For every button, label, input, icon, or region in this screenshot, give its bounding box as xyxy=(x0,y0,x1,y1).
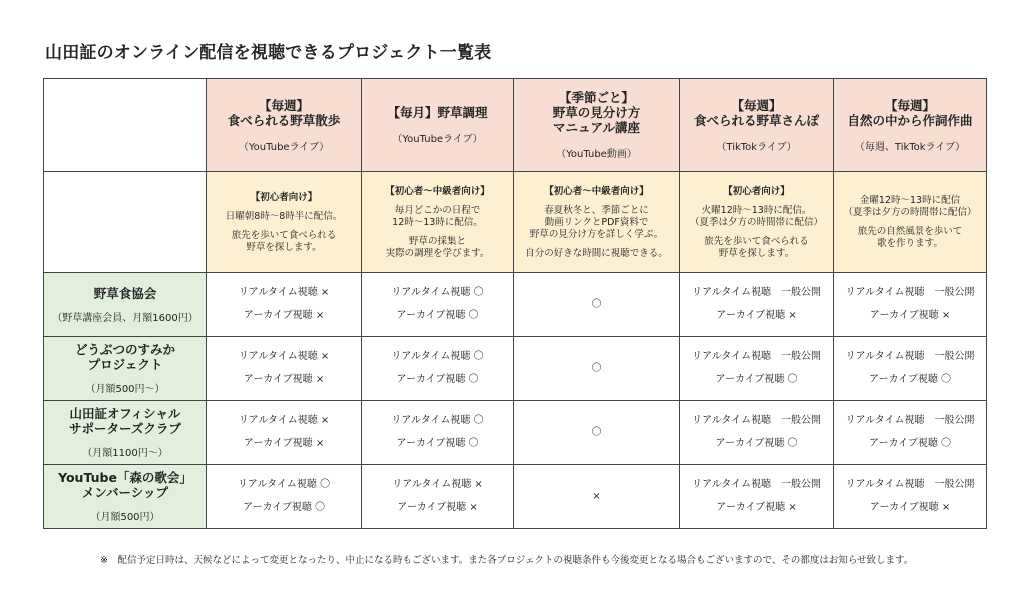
channel-price: （月額500円〜） xyxy=(85,384,165,395)
target-level: 【初心者向け】 xyxy=(723,185,790,197)
detail-text: 野草の採集と 実際の調理を学びます。 xyxy=(385,235,490,259)
access-cell: リアルタイム視聴 〇 アーカイブ視聴 〇 xyxy=(207,465,362,529)
project-header-row xyxy=(44,79,987,172)
schedule-text: 金曜12時〜13時に配信 （夏季は夕方の時間帯に配信） xyxy=(843,194,977,218)
project-platform: （毎週、TikTokライブ） xyxy=(854,141,966,153)
page-title: 山田証のオンライン配信を視聴できるプロジェクト一覧表 xyxy=(45,43,492,63)
target-level: 【初心者〜中級者向け】 xyxy=(385,185,490,197)
access-cell: リアルタイム視聴 一般公開 アーカイブ視聴 〇 xyxy=(680,401,834,465)
channel-price: （月額1100円〜） xyxy=(82,448,168,459)
channel-row xyxy=(44,337,987,401)
project-title: 【毎週】 食べられる野草さんぽ xyxy=(693,97,819,128)
footnote: ※ 配信予定日時は、天候などによって変更となったり、中止になる時もございます。また各プロジェクトの視聴条件も今後変更となる場合もございますので、その都度はお知らせ致します。 xyxy=(100,555,914,566)
target-level: 【初心者向け】 xyxy=(250,191,318,203)
channel-cell xyxy=(44,337,207,401)
detail-text: 旅先を歩いて食べられる 野草を探します。 xyxy=(231,229,337,253)
corner-cell xyxy=(44,79,207,172)
project-header-4 xyxy=(680,79,834,172)
schedule-text: 火曜12時〜13時に配信。 （夏季は夕方の時間帯に配信） xyxy=(689,204,823,228)
channel-row xyxy=(44,465,987,529)
channel-row xyxy=(44,401,987,465)
channel-name: 山田証オフィシャル サポーターズクラブ xyxy=(69,406,181,436)
access-cell: リアルタイム視聴 一般公開 アーカイブ視聴 〇 xyxy=(834,401,987,465)
project-description-row xyxy=(44,172,987,273)
channel-cell xyxy=(44,401,207,465)
access-cell: リアルタイム視聴 〇 アーカイブ視聴 〇 xyxy=(362,273,514,337)
channel-price: （野草講座会員、月額1600円） xyxy=(52,312,198,324)
access-cell: リアルタイム視聴 一般公開 アーカイブ視聴 × xyxy=(834,273,987,337)
project-header-1 xyxy=(207,79,362,172)
access-cell: リアルタイム視聴 × アーカイブ視聴 × xyxy=(207,401,362,465)
access-cell: リアルタイム視聴 × アーカイブ視聴 × xyxy=(207,337,362,401)
project-platform: （YouTubeライブ） xyxy=(392,134,483,145)
project-header-2 xyxy=(362,79,514,172)
channel-row xyxy=(44,273,987,337)
project-platform: （YouTubeライブ） xyxy=(238,141,330,153)
channel-name: YouTube「森の歌会」 メンバーシップ xyxy=(58,470,192,500)
access-cell: リアルタイム視聴 〇 アーカイブ視聴 〇 xyxy=(362,337,514,401)
project-platform: （TikTokライブ） xyxy=(716,141,797,153)
project-info-5 xyxy=(834,172,987,273)
access-cell: リアルタイム視聴 〇 アーカイブ視聴 〇 xyxy=(362,401,514,465)
schedule-text: 毎月どこかの日程で 12時〜13時に配信。 xyxy=(392,204,483,228)
project-title: 【毎週】 自然の中から作詞作曲 xyxy=(847,97,973,128)
channel-name: どうぶつのすみか プロジェクト xyxy=(74,342,175,372)
channel-name: 野草食協会 xyxy=(93,285,157,301)
project-header-5 xyxy=(834,79,987,172)
project-header-3 xyxy=(514,79,680,172)
target-level: 【初心者〜中級者向け】 xyxy=(544,185,649,197)
schedule-text: 春夏秋冬と、季節ごとに 動画リンクとPDF資料で 野草の見分け方を詳しく学ぶ。 xyxy=(529,204,664,240)
project-info-2 xyxy=(362,172,514,273)
detail-text: 旅先の自然風景を歩いて 歌を作ります。 xyxy=(857,225,963,249)
detail-text: 自分の好きな時間に視聴できる。 xyxy=(525,247,668,259)
access-cell: リアルタイム視聴 一般公開 アーカイブ視聴 〇 xyxy=(834,337,987,401)
detail-text: 旅先を歩いて食べられる 野草を探します。 xyxy=(704,235,809,259)
access-cell: 〇 xyxy=(514,401,680,465)
access-cell: 〇 xyxy=(514,273,680,337)
channel-cell xyxy=(44,465,207,529)
project-title: 【季節ごと】 野草の見分け方 マニュアル講座 xyxy=(552,90,641,135)
project-info-3 xyxy=(514,172,680,273)
project-title: 【毎週】 食べられる野草散歩 xyxy=(227,97,341,128)
project-info-4 xyxy=(680,172,834,273)
access-cell: リアルタイム視聴 一般公開 アーカイブ視聴 × xyxy=(680,273,834,337)
schedule-text: 日曜朝8時〜8時半に配信。 xyxy=(225,210,343,222)
access-cell: リアルタイム視聴 一般公開 アーカイブ視聴 × xyxy=(680,465,834,529)
project-platform: （YouTube動画） xyxy=(556,149,637,160)
project-table xyxy=(43,78,987,529)
access-cell: リアルタイム視聴 × アーカイブ視聴 × xyxy=(362,465,514,529)
access-cell: リアルタイム視聴 一般公開 アーカイブ視聴 × xyxy=(834,465,987,529)
channel-cell xyxy=(44,273,207,337)
project-title: 【毎月】野草調理 xyxy=(387,105,488,120)
channel-price: （月額500円） xyxy=(90,512,160,523)
access-cell: リアルタイム視聴 一般公開 アーカイブ視聴 〇 xyxy=(680,337,834,401)
blank-cell xyxy=(44,172,207,273)
access-cell: × xyxy=(514,465,680,529)
access-cell: リアルタイム視聴 × アーカイブ視聴 × xyxy=(207,273,362,337)
access-cell: 〇 xyxy=(514,337,680,401)
project-info-1 xyxy=(207,172,362,273)
